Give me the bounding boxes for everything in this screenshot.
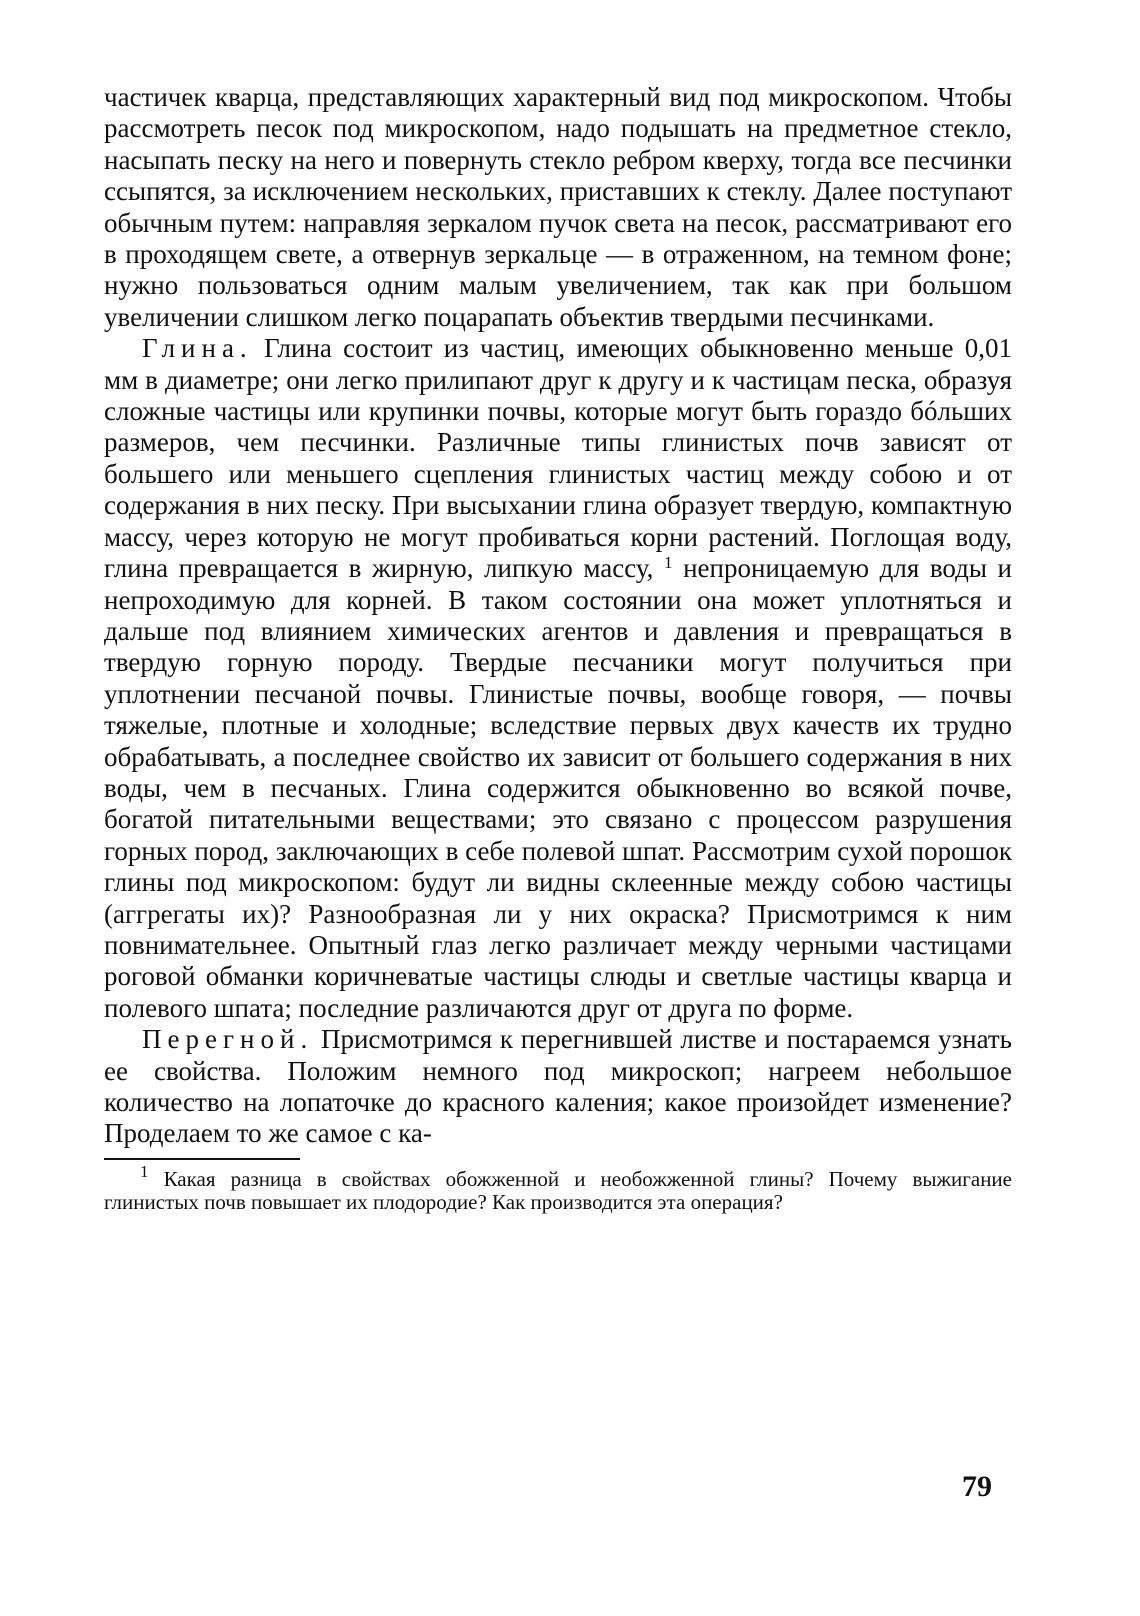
footnote (104, 1161, 1012, 1215)
footnote-mark: 1 (140, 1161, 149, 1181)
paragraph-text: Глина состоит из частиц, имеющих обыкновенно меньше 0,01 мм в диаметре; они легко прилипают друг к другу и к частицам песка, образуя сложные частицы или крупинки почвы, которые могут быть гораздо бóльших размеров, чем песчинки. Различные типы глинистых почв зависят от большего или меньшего сцепления глинистых частиц между собою и от содержания в них песку. При высыхании глина образует твердую, компактную массу, через которую не могут пробиваться корни растений. Поглощая воду, глина превращается в жирную, липкую массу, (104, 333, 1012, 584)
paragraph-text: Присмотримся к перегнившей листве и постараемся узнать ее свойства. Положим немного под микроскоп; нагреем небольшое количество на лопаточке до красного каления; какое произойдет изменение? Проделаем то же самое с ка- (104, 1024, 1012, 1149)
paragraph-text: непроницаемую для воды и непроходимую для корней. В таком состоянии она может уплотняться и дальше под влиянием химических агентов и давления и превращаться в твердую горную породу. Твердые песчаники могут получиться при уплотнении песчаной почвы. Глинистые почвы, вообще говоря, — почвы тяжелые, плотные и холодные; вследствие первых двух качеств их трудно обрабатывать, а последнее свойство их зависит от большего содержания в них воды, чем в песчаных. Глина содержится обыкновенно во всякой почве, богатой питательными веществами; это связано с процессом разрушения горных пород, заключающих в себе полевой шпат. Рассмотрим сухой порошок глины под микроскопом: будут ли видны склеенные между собою частицы (аггрегаты их)? Разнообразная ли у них окраска? Присмотримся к ним повнимательнее. Опытный глаз легко различает между черными частицами роговой обманки коричневатые частицы слюды и светлые частицы кварца и полевого шпата; последние различаются друг от друга по форме. (104, 553, 1013, 1023)
footnote-reference: 1 (664, 553, 673, 573)
paragraph-sand-continuation (104, 82, 1012, 333)
footnote-divider (104, 1158, 300, 1160)
main-text (104, 82, 1012, 1150)
paragraph-humus (104, 1024, 1012, 1150)
section-heading-humus: Перегной. (142, 1024, 314, 1055)
footnote-text: Какая разница в свойствах обожженной и необожженной глины? Почему выжигание глинистых почв повышает их плодородие? Как производится эта операция? (104, 1166, 1012, 1215)
paragraph-text: частичек кварца, представляющих характерный вид под микроскопом. Чтобы рассмотреть песок под микроскопом, надо подышать на предметное стекло, насыпать песку на него и повернуть стекло ребром кверху, тогда все песчинки ссыпятся, за исключением нескольких, приставших к стеклу. Далее поступают обычным путем: направляя зеркалом пучок света на песок, рассматривают его в проходящем свете, а отвернув зеркальце — в отраженном, на темном фоне; нужно пользоваться одним малым увеличением, так как при большом увеличении слишком легко поцарапать объектив твердыми песчинками. (104, 82, 1012, 332)
page-number: 79 (962, 1470, 992, 1503)
book-page (104, 82, 1012, 1602)
paragraph-clay (104, 333, 1012, 1024)
section-heading-clay: Глина. (142, 333, 253, 364)
